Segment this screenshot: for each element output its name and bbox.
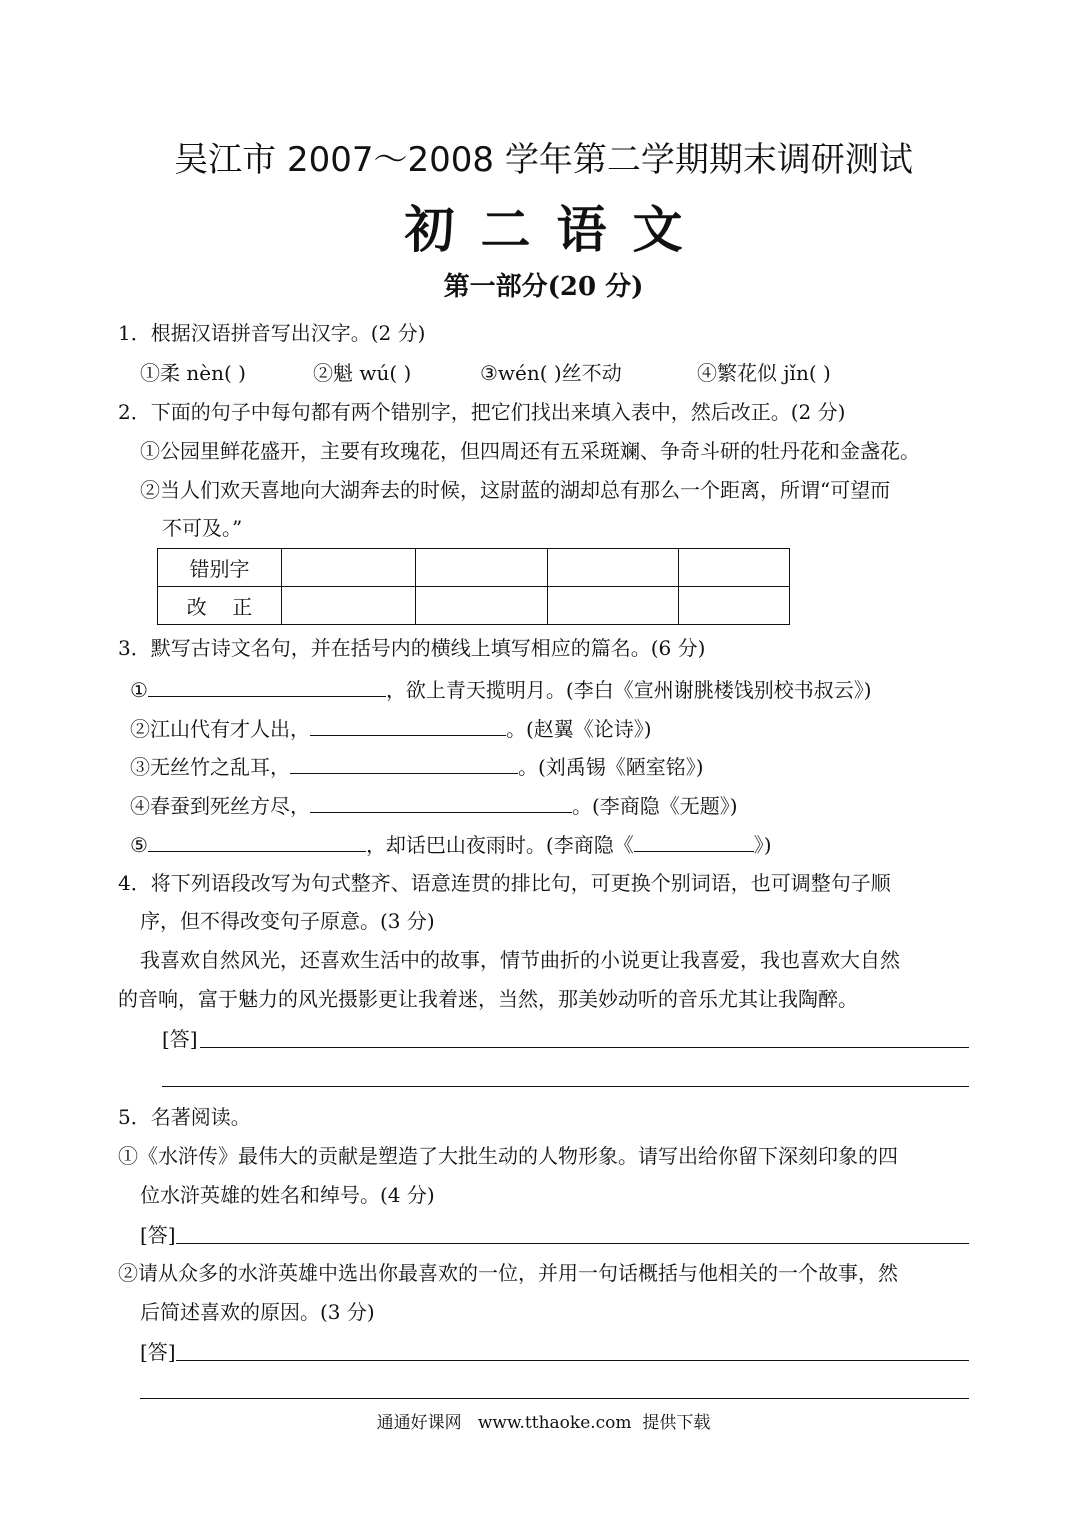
fill-blank[interactable] [148,829,366,852]
q2-sentence-2-cont: 不可及。” [162,516,243,540]
q5-question-1-cont: 位水浒英雄的姓名和绰号。(4 分) [140,1183,435,1207]
q3-line-4-source: 。(李商隐《无题》) [572,794,738,818]
q3-line-5-num: ⑤ [130,833,148,857]
table-cell[interactable] [416,549,548,587]
q5-stem: 5．名著阅读。 [118,1105,251,1129]
correction-table [157,548,790,625]
q5-answer-label-1: [答] [140,1223,176,1247]
q3-line-5 [130,829,772,859]
fill-blank[interactable] [310,713,506,736]
fill-blank[interactable] [310,790,572,813]
q5-question-1: ①《水浒传》最伟大的贡献是塑造了大批生动的人物形象。请写出给你留下深刻印象的四 [118,1144,898,1168]
q4-stem-cont: 序，但不得改变句子原意。(3 分) [140,909,435,933]
answer-line[interactable] [176,1243,969,1244]
part-heading: 第一部分(20 分) [443,272,644,302]
q3-line-3-source: 。(刘禹锡《陋室铭》) [518,755,704,779]
q1-item-3: ③wén( )丝不动 [480,361,622,385]
fill-blank-title[interactable] [634,829,754,852]
q3-line-2-text: ②江山代有才人出， [130,717,310,741]
q4-answer-label: [答] [162,1027,198,1051]
q3-stem: 3．默写古诗文名句，并在括号内的横线上填写相应的篇名。(6 分) [118,636,706,660]
q1-item-2: ②魁 wú( ) [313,361,412,385]
q3-line-1-text: ，欲上青天揽明月。(李白《宣州谢朓楼饯别校书叔云》) [385,678,872,702]
answer-line[interactable] [176,1360,969,1361]
q4-paragraph: 我喜欢自然风光，还喜欢生活中的故事，情节曲折的小说更让我喜爱，我也喜欢大自然 [140,948,900,972]
table-cell[interactable] [679,587,790,625]
q3-line-3-text: ③无丝竹之乱耳， [130,755,290,779]
answer-line[interactable] [162,1086,969,1087]
table-cell[interactable] [548,549,679,587]
fill-blank[interactable] [148,674,386,697]
q2-stem: 2．下面的句子中每句都有两个错别字，把它们找出来填入表中，然后改正。(2 分) [118,400,846,424]
q1-item-4: ④繁花似 jǐn( ) [697,361,831,385]
q3-line-2 [130,713,652,743]
q3-line-4 [130,790,738,820]
q3-line-1 [130,674,872,704]
q2-sentence-2: ②当人们欢天喜地向大湖奔去的时候，这尉蓝的湖却总有那么一个距离，所谓“可望而 [140,478,891,502]
q2-sentence-1: ①公园里鲜花盛开，主要有玫瑰花，但四周还有五采斑斓、争奇斗研的牡丹花和金盏花。 [140,439,920,463]
q3-line-5-close: 》) [753,833,772,857]
q3-line-2-source: 。(赵翼《论诗》) [506,717,652,741]
footer-divider [140,1398,969,1399]
answer-line[interactable] [200,1047,969,1048]
q1-item-1: ①柔 nèn( ) [140,361,246,385]
table-cell[interactable] [679,549,790,587]
q4-paragraph-cont: 的音响，富于魅力的风光摄影更让我着迷，当然，那美妙动听的音乐尤其让我陶醉。 [118,987,858,1011]
table-cell[interactable] [548,587,679,625]
table-cell[interactable] [282,587,416,625]
q3-line-5-text: ，却话巴山夜雨时。(李商隐《 [365,833,634,857]
fill-blank[interactable] [290,751,518,774]
q5-answer-label-2: [答] [140,1340,176,1364]
q1-stem: 1．根据汉语拼音写出汉字。(2 分) [118,321,426,345]
table-cell[interactable] [282,549,416,587]
q3-line-3 [130,751,704,781]
subject-title: 初二语文 [404,200,709,259]
table-header-wrong: 错别字 [158,549,282,587]
table-header-correct: 改 正 [158,587,282,625]
q4-stem: 4．将下列语段改写为句式整齐、语意连贯的排比句，可更换个别词语，也可调整句子顺 [118,871,891,895]
q3-line-1-num: ① [130,678,148,702]
exam-title: 吴江市 2007～2008 学年第二学期期末调研测试 [174,140,913,180]
table-cell[interactable] [416,587,548,625]
q3-line-4-text: ④春蚕到死丝方尽， [130,794,310,818]
footer-text: 通通好课网 www.tthaoke.com 提供下载 [376,1413,711,1433]
q5-question-2-cont: 后简述喜欢的原因。(3 分) [140,1300,375,1324]
q5-question-2: ②请从众多的水浒英雄中选出你最喜欢的一位，并用一句话概括与他相关的一个故事，然 [118,1261,898,1285]
